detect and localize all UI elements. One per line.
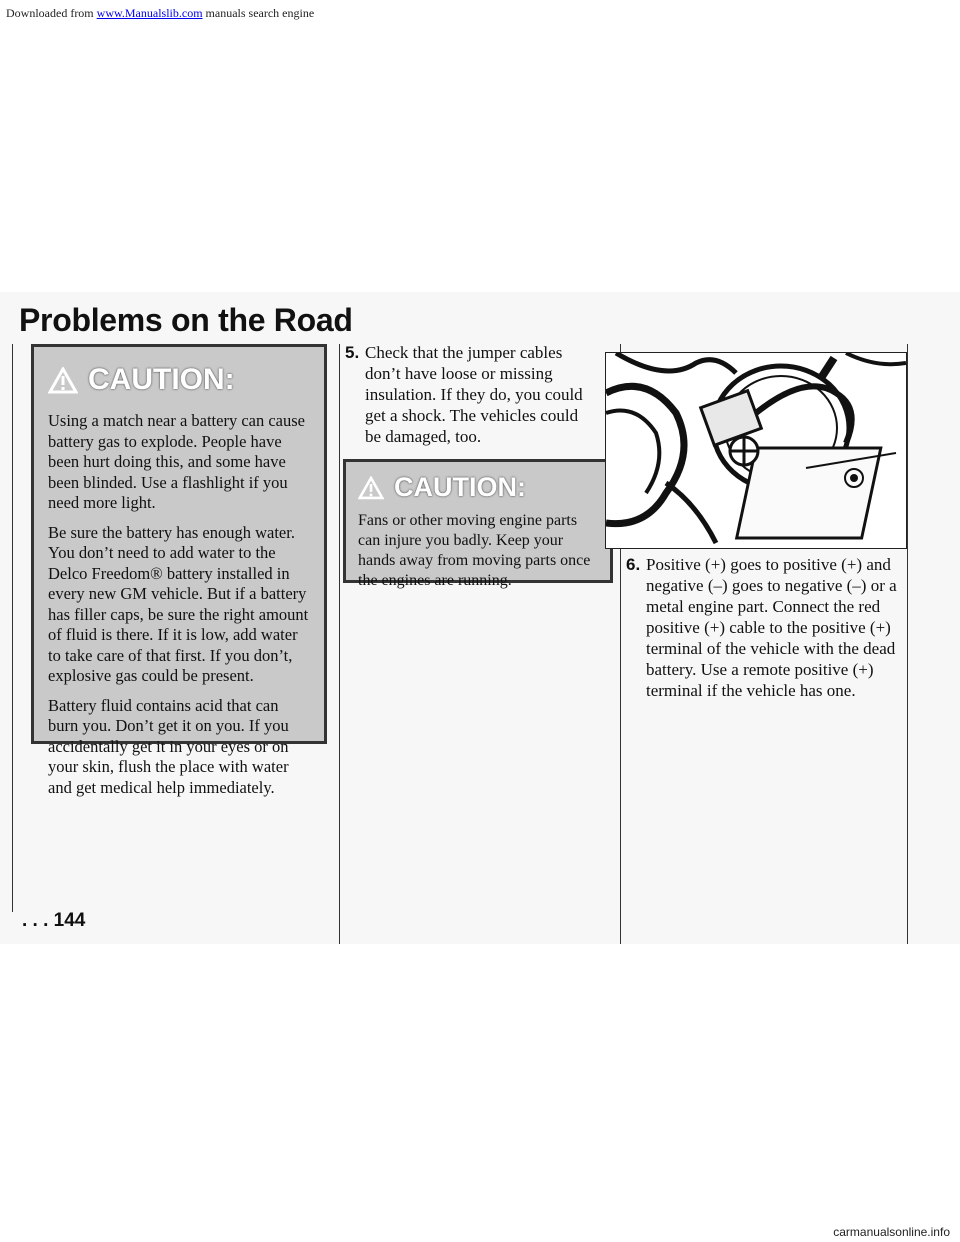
jumper-cable-drawing xyxy=(606,353,906,548)
column-rule-left xyxy=(12,344,13,912)
caution-heading-text: CAUTION: xyxy=(394,472,526,502)
step-number: 5. xyxy=(345,343,360,362)
caution-heading xyxy=(358,472,598,503)
column-rule-right xyxy=(907,344,908,944)
caution-box-battery xyxy=(31,344,327,797)
caution-body xyxy=(48,411,310,798)
caution-paragraph: Fans or other moving engine parts can injure you badly. Keep your hands away from moving parts once the engines are running. xyxy=(358,512,591,589)
manualslib-link[interactable]: www.Manualslib.com xyxy=(96,6,203,20)
banner-suffix: manuals search engine xyxy=(202,6,315,20)
warning-triangle-icon xyxy=(358,476,384,500)
warning-triangle-icon xyxy=(48,367,78,394)
step-5 xyxy=(345,342,595,447)
step-6 xyxy=(626,554,898,701)
caution-paragraph: Using a match near a battery can cause battery gas to explode. People have been hurt doing this, and some have been blinded. Use a flashlight if you need more light. xyxy=(48,411,305,512)
caution-box-fans xyxy=(343,459,613,589)
column-rule-middle xyxy=(339,344,340,944)
caution-heading xyxy=(48,363,310,397)
caution-paragraph: Battery fluid contains acid that can burn you. Don’t get it on you. If you accidentally get it in your eyes or on your skin, flush the place with water and get medical help immediately. xyxy=(48,695,289,797)
watermark: carmanualsonline.info xyxy=(833,1225,950,1239)
page-title: Problems on the Road xyxy=(19,302,353,338)
engine-battery-illustration xyxy=(605,352,907,549)
step-number: 6. xyxy=(626,555,641,574)
download-banner xyxy=(0,0,960,26)
step-text: Check that the jumper cables don’t have loose or missing insulation. If they do, you could get a shock. The vehicles could be damaged, too. xyxy=(365,343,583,446)
page-number: . . . 144 xyxy=(22,910,86,931)
banner-prefix: Downloaded from xyxy=(6,6,97,20)
step-text: Positive (+) goes to positive (+) and negative (–) goes to negative (–) or a metal engine part. Connect the red positive (+) cable to the positive (+) terminal of the vehicle with the dead battery. Use a remote positive (+) terminal if the vehicle has one. xyxy=(646,555,897,700)
caution-paragraph: Be sure the battery has enough water. You don’t need to add water to the Delco Freedom® battery installed in every new GM vehicle. But if a battery has filler caps, be sure the right amount of fluid is there. If it is low, add water to take care of that first. If you don’t, explosive gas could be present. xyxy=(48,522,309,685)
caution-body xyxy=(358,511,598,591)
manual-page xyxy=(0,292,960,944)
caution-heading-text: CAUTION: xyxy=(88,363,235,396)
